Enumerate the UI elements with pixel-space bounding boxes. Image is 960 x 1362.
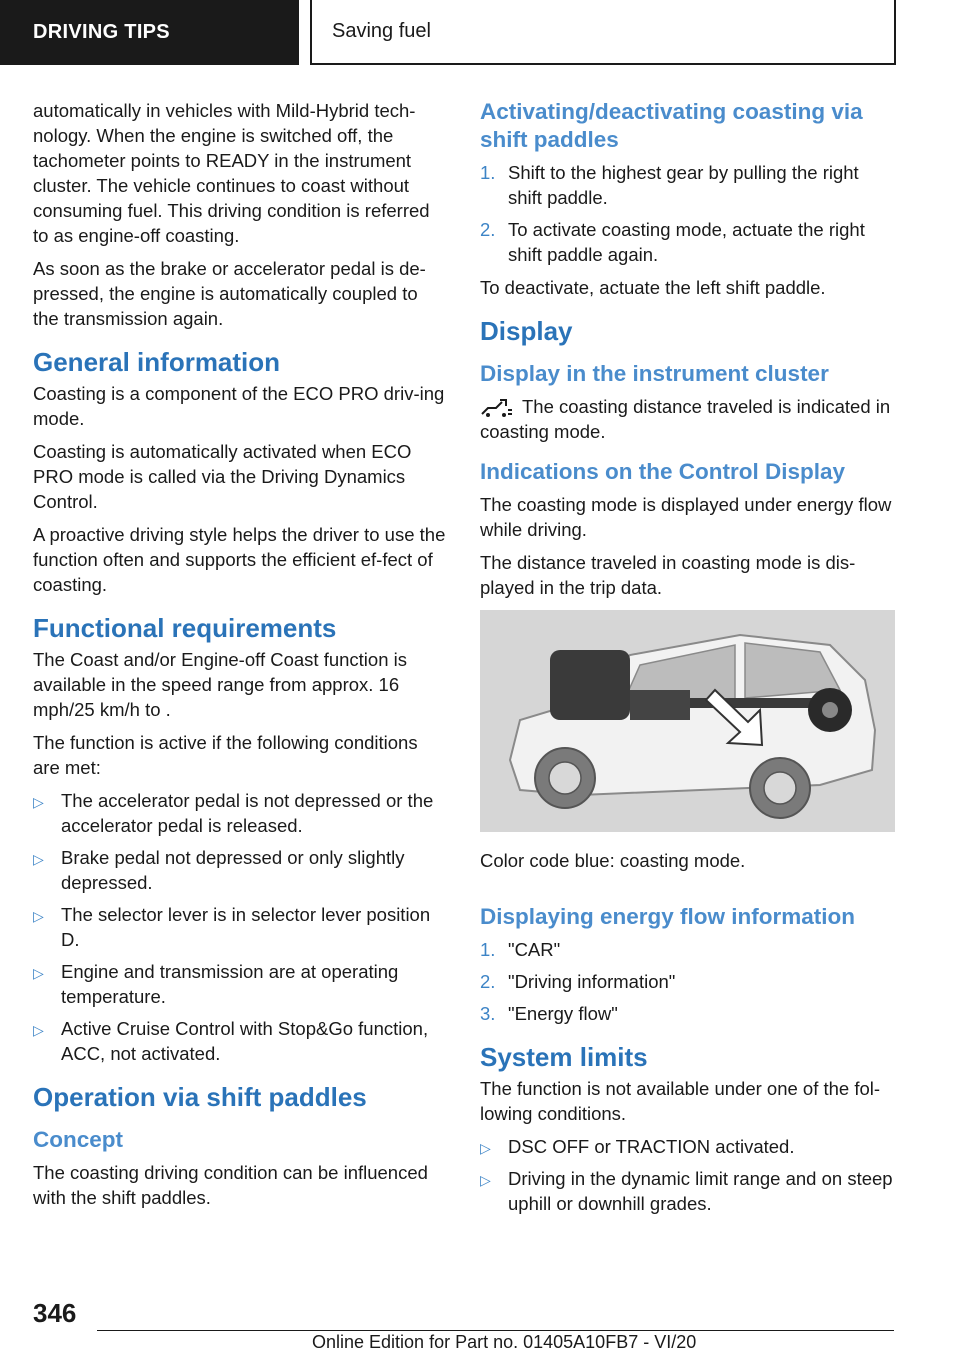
triangle-bullet-icon: ▷ xyxy=(33,851,44,867)
step-number: 1. xyxy=(480,162,496,183)
chapter-title: Saving fuel xyxy=(332,20,431,42)
paragraph: The function is active if the following conditions are met: xyxy=(33,732,418,778)
paragraph: The distance traveled in coasting mode is dis-played in the trip data. xyxy=(480,552,856,598)
activate-steps xyxy=(480,160,895,267)
paragraph: Coasting is automatically activated when ECO PRO mode is called via the Driving Dynamics Control. xyxy=(33,441,412,512)
paragraph: As soon as the brake or accelerator pedal is de-pressed, the engine is automatically coupled to the transmission again. xyxy=(33,258,426,329)
list-item: ▷ Brake pedal not depressed or only slightly depressed. xyxy=(33,847,405,893)
list-item: ▷ Engine and transmission are at operating temperature. xyxy=(33,961,399,1007)
heading-general-information: General information xyxy=(33,347,281,377)
paragraph: The coasting distance traveled is indicated in coasting mode. xyxy=(480,396,891,442)
edition-info: Online Edition for Part no. 01405A10FB7 - VI/20 xyxy=(312,1332,697,1352)
list-item: ▷ Active Cruise Control with Stop&Go function, ACC, not activated. xyxy=(33,1018,429,1064)
heading-activating-coasting: Activating/deactivating coasting via shift paddles xyxy=(480,99,863,152)
car-drivetrain-illustration xyxy=(480,610,895,832)
left-column xyxy=(33,98,448,1218)
limits-list xyxy=(480,1134,895,1216)
triangle-bullet-icon: ▷ xyxy=(480,1140,491,1156)
heading-concept: Concept xyxy=(33,1127,123,1152)
heading-operation: Operation via shift paddles xyxy=(33,1082,367,1112)
heading-display: Display xyxy=(480,316,573,346)
list-item: ▷ The selector lever is in selector lever position D. xyxy=(33,904,431,950)
figure-caption: Color code blue: coasting mode. xyxy=(480,850,746,871)
step-number: 1. xyxy=(480,939,496,960)
triangle-bullet-icon: ▷ xyxy=(480,1172,491,1188)
list-item: ▷ DSC OFF or TRACTION activated. xyxy=(480,1134,895,1159)
paragraph: To deactivate, actuate the left shift paddle. xyxy=(480,277,826,298)
list-item: 1. "CAR" xyxy=(480,939,561,960)
step-number: 3. xyxy=(480,1003,496,1024)
list-item: ▷ Driving in the dynamic limit range and on steep uphill or downhill grades. xyxy=(480,1168,893,1214)
list-item: ▷ The accelerator pedal is not depressed or the accelerator pedal is released. xyxy=(33,790,434,836)
triangle-bullet-icon: ▷ xyxy=(33,908,44,924)
paragraph: The function is not available under one of the fol-lowing conditions. xyxy=(480,1078,881,1124)
paragraph: The coasting driving condition can be influenced with the shift paddles. xyxy=(33,1162,428,1208)
list-item: 2. "Driving information" xyxy=(480,971,676,992)
heading-system-limits: System limits xyxy=(480,1042,648,1072)
triangle-bullet-icon: ▷ xyxy=(33,794,44,810)
page-number: 346 xyxy=(33,1298,77,1328)
list-item: 1. Shift to the highest gear by pulling the right shift paddle. xyxy=(480,162,859,208)
paragraph: Coasting is a component of the ECO PRO driv-ing mode. xyxy=(33,383,445,429)
heading-control-display: Indications on the Control Display xyxy=(480,459,846,484)
paragraph: automatically in vehicles with Mild-Hybrid tech-nology. When the engine is switched off, the tachometer points to READY in the instrument cluster. The vehicle continues to coast without consuming fuel. This driving condition is referred to as engine-off coasting. xyxy=(33,100,430,246)
heading-functional-requirements: Functional requirements xyxy=(33,613,337,643)
energy-steps xyxy=(480,937,895,1026)
list-item: 3. "Energy flow" xyxy=(480,1003,618,1024)
chapter-tab xyxy=(310,0,896,65)
paragraph: The Coast and/or Engine-off Coast function is available in the speed range from approx. 16 mph/25 km/h to . xyxy=(33,649,407,720)
section-tab xyxy=(0,0,299,65)
conditions-list xyxy=(33,788,448,1066)
footer-divider xyxy=(97,1330,894,1331)
car-illustration-icon xyxy=(480,610,895,832)
paragraph: A proactive driving style helps the driver to use the function often and supports the efficient ef-fect of coasting. xyxy=(33,524,446,595)
heading-energy-flow: Displaying energy flow information xyxy=(480,904,856,929)
coasting-icon xyxy=(480,398,514,418)
right-column xyxy=(480,98,895,1224)
heading-instrument-cluster: Display in the instrument cluster xyxy=(480,361,829,386)
step-number: 2. xyxy=(480,971,496,992)
triangle-bullet-icon: ▷ xyxy=(33,1022,44,1038)
section-title: DRIVING TIPS xyxy=(33,21,170,43)
list-item: 2. To activate coasting mode, actuate the right shift paddle again. xyxy=(480,219,865,265)
step-number: 2. xyxy=(480,219,496,240)
triangle-bullet-icon: ▷ xyxy=(33,965,44,981)
paragraph: The coasting mode is displayed under energy flow while driving. xyxy=(480,494,892,540)
